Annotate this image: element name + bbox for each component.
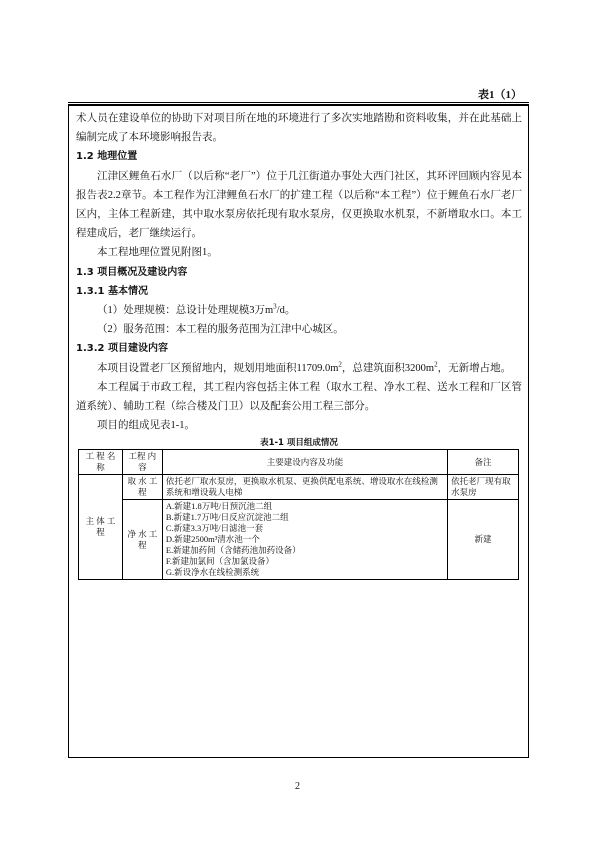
cell-intake-note: 依托老厂现有取水泵房 xyxy=(448,475,519,500)
capacity-text: （1）处理规模：总设计处理规模3万m xyxy=(97,305,274,317)
cell-purification-desc xyxy=(162,500,447,580)
purification-item: E.新建加药间（含储药池加药设备） xyxy=(165,545,301,556)
heading-1-2: 1.2 地理位置 xyxy=(76,151,138,163)
land-superscript-2: 2 xyxy=(434,360,438,369)
paragraph-scope: 本工程属于市政工程，其工程内容包括主体工程（取水工程、净水工程、送水工程和厂区管道系统）、辅助工程（综合楼及门卫）以及配套公用工程三部分。 xyxy=(76,381,522,413)
table-row xyxy=(79,500,519,580)
cell-purification-project: 净 水 工程 xyxy=(122,500,162,580)
land-text-c: ，无新增占地。 xyxy=(437,362,512,374)
paragraph-location: 江津区鲤鱼石水厂（以后称“老厂”）位于几江街道办事处大西门社区，其环评回顾内容见本报告表2.2章节。本工程作为江津鲤鱼石水厂的扩建工程（以后称“本工程”）位于鲤鱼石水厂老厂区内，主体工程新建，其中取水泵房依托现有取水泵房，仅更换取水机泵，不新增取水口。本工程建成后，老厂继续运行。 xyxy=(76,170,522,240)
capacity-unit: /d。 xyxy=(276,305,296,317)
paragraph-land-area xyxy=(76,359,522,378)
purification-item: G.新设净水在线检测系统 xyxy=(165,567,260,578)
table-label: 表1（1） xyxy=(478,89,522,101)
header-project-name: 工 程 名称 xyxy=(79,450,123,475)
heading-1-3-1: 1.3.1 基本情况 xyxy=(76,285,148,297)
header-project-content: 工程 内容 xyxy=(122,450,162,475)
heading-1-3: 1.3 项目概况及建设内容 xyxy=(76,266,188,278)
table-header-row xyxy=(79,450,519,475)
heading-1-3-2: 1.3.2 项目建设内容 xyxy=(76,343,168,355)
page-number: 2 xyxy=(295,781,300,792)
purification-item: A.新建1.8万吨/日预沉池二组 xyxy=(165,501,273,512)
paragraph-location-figure: 本工程地理位置见附图1。 xyxy=(97,247,218,259)
purification-item: F.新建加氯间（含加氯设备） xyxy=(165,556,275,567)
table-caption: 表1-1 项目组成情况 xyxy=(260,438,338,449)
purification-item: D.新建2500m³清水池一个 xyxy=(165,534,260,545)
table-row xyxy=(79,475,519,500)
paragraph-table-ref: 项目的组成见表1-1。 xyxy=(97,420,195,432)
paragraph-service-area: （2）服务范围：本工程的服务范围为江津中心城区。 xyxy=(97,324,344,336)
land-superscript-1: 2 xyxy=(338,360,342,369)
content-area xyxy=(76,109,522,580)
composition-table xyxy=(78,449,519,580)
paragraph-intro-continued: 术人员在建设单位的协助下对项目所在地的环境进行了多次实地踏勘和资料收集，并在此基础上编制完成了本环境影响报告表。 xyxy=(76,113,522,144)
paragraph-capacity xyxy=(76,301,522,320)
header-remarks: 备注 xyxy=(448,450,519,475)
purification-item: C.新建3.3万吨/日滤池一套 xyxy=(165,523,264,534)
land-text-a: 本项目设置老厂区预留地内，规划用地面积11709.0m xyxy=(97,362,339,374)
cell-purification-note: 新建 xyxy=(448,500,519,580)
land-text-b: ，总建筑面积3200m xyxy=(341,362,435,374)
purification-item: B.新建1.7万吨/日反应沉淀池二组 xyxy=(165,512,289,523)
capacity-superscript: 3 xyxy=(273,302,277,311)
cell-main-project: 主 体 工程 xyxy=(79,475,123,580)
cell-intake-desc: 依托老厂取水泵房，更换取水机泵、更换供配电系统、增设取水在线检测系统和增设载人电梯 xyxy=(162,475,447,500)
cell-intake-project: 取 水 工程 xyxy=(122,475,162,500)
header-main-content: 主要建设内容及功能 xyxy=(162,450,447,475)
